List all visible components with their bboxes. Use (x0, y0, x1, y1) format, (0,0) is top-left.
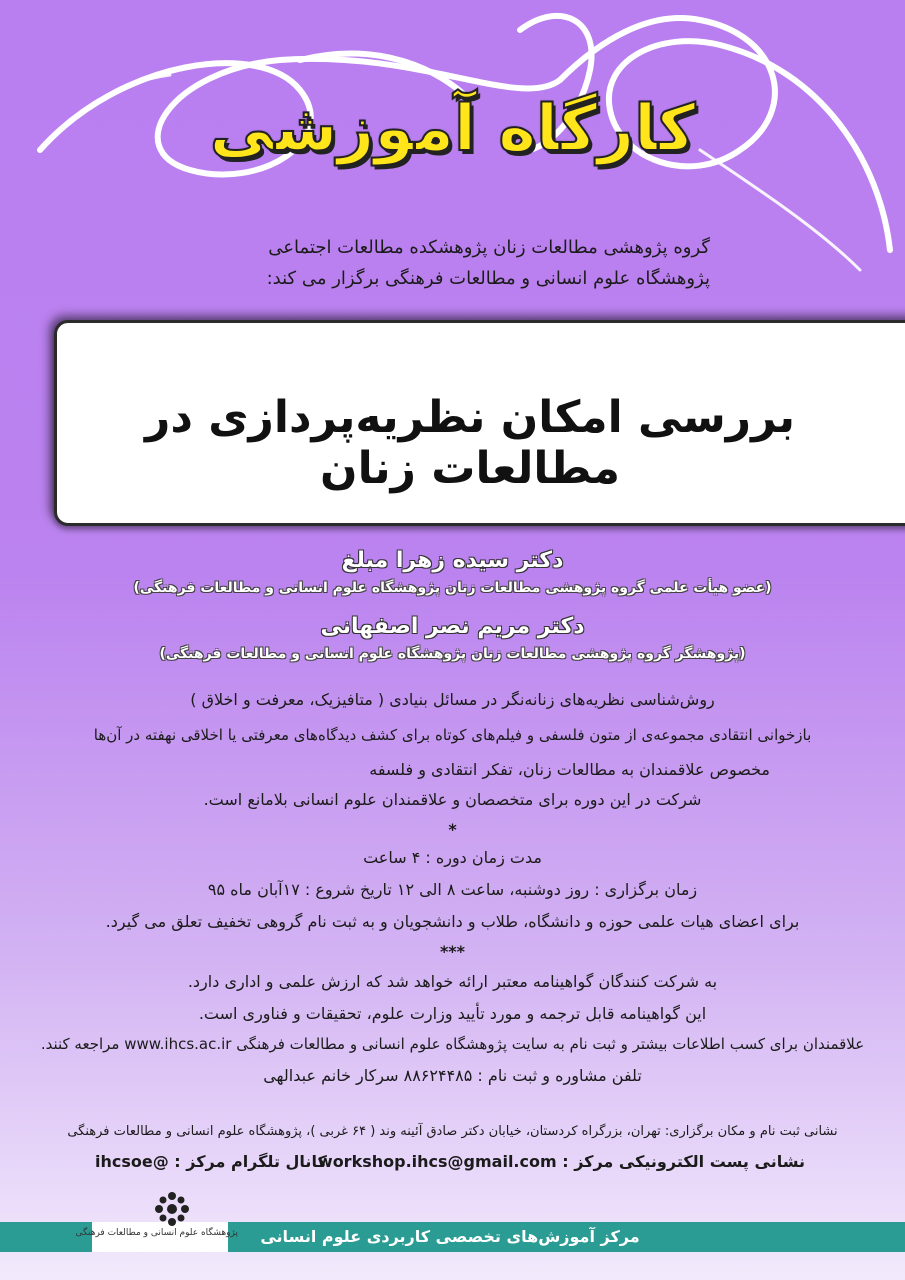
separator-1: * (448, 820, 457, 839)
intro-line-2: پژوهشگاه علوم انسانی و مطالعات فرهنگی برگزار می کند: (266, 268, 710, 289)
certificate-line-2: این گواهینامه قابل ترجمه و مورد تأیید وزارت علوم، تحقیقات و فناوری است. (198, 1004, 707, 1023)
footer-telegram[interactable]: کانال تلگرام مرکز : @ihcsoe (95, 1152, 327, 1171)
footer-email[interactable]: نشانی پست الکترونیکی مرکز : workshop.ihcs@gmail.com (317, 1152, 805, 1171)
institute-logo-icon (150, 1187, 194, 1231)
poster-title: کارگاه آموزشی (209, 92, 696, 166)
presenter-1-name: دکتر سیده زهرا مبلغ (341, 548, 564, 573)
schedule: زمان برگزاری : روز دوشنبه، ساعت ۸ الی ۱۲ تاریخ شروع : ۱۷آبان ماه ۹۵ (207, 880, 698, 899)
workshop-title: بررسی امکان نظریه‌پردازی در مطالعات زنان (144, 392, 796, 494)
duration: مدت زمان دوره : ۴ ساعت (363, 848, 542, 867)
certificate-line-1: به شرکت کنندگان گواهینامه معتبر ارائه خواهد شد که ارزش علمی و اداری دارد. (187, 972, 718, 991)
detail-line-1: روش‌شناسی نظریه‌های زنانه‌نگر در مسائل بنیادی ( متافیزیک، معرفت و اخلاق ) (190, 690, 715, 709)
footer-address: نشانی ثبت نام و مکان برگزاری: تهران، بزرگراه کردستان، خیابان دکتر صادق آئینه وند ( ۶۴ غربی )، پژوهشگاه علوم انسانی و مطالعات فرهنگی (67, 1124, 838, 1139)
intro-line-1: گروه پژوهشی مطالعات زنان پژوهشکده مطالعات اجتماعی (268, 237, 710, 258)
separator-2: *** (439, 942, 466, 961)
phone-info: تلفن مشاوره و ثبت نام : ۸۸۶۲۴۴۸۵ سرکار خانم عبدالهی (263, 1066, 642, 1085)
logo-caption: پژوهشگاه علوم انسانی و مطالعات فرهنگی (75, 1228, 238, 1238)
registration-info: علاقمندان برای کسب اطلاعات بیشتر و ثبت نام به سایت پژوهشگاه علوم انسانی و مطالعات فرهنگی www.ihcs.ac.ir مراجعه کنند. (40, 1035, 865, 1053)
organizer-intro (150, 232, 710, 294)
detail-line-3: مخصوص علاقمندان به مطالعات زنان، تفکر انتقادی و فلسفه (369, 760, 770, 779)
discount-note: برای اعضای هیات علمی حوزه و دانشگاه، طلاب و دانشجویان و به ثبت نام گروهی تخفیف تعلق می گیرد. (105, 912, 800, 931)
detail-line-2: بازخوانی انتقادی مجموعه‌ی از متون فلسفی و فیلم‌های کوتاه برای کشف دیدگاه‌های معرفتی یا اخلاقی نهفته در آن‌ها (93, 726, 812, 744)
center-name: مرکز آموزش‌های تخصصی کاربردی علوم انسانی (260, 1227, 640, 1246)
detail-line-4: شرکت در این دوره برای متخصصان و علاقمندان علوم انسانی بلامانع است. (203, 790, 702, 809)
presenter-2-name: دکتر مریم نصر اصفهانی (320, 614, 585, 639)
presenter-2-role: (پژوهشگر گروه پژوهشی مطالعات زنان پژوهشگاه علوم انسانی و مطالعات فرهنگی) (159, 646, 746, 662)
presenter-1-role: (عضو هیأت علمی گروه پژوهشی مطالعات زنان پژوهشگاه علوم انسانی و مطالعات فرهنگی) (133, 580, 772, 596)
